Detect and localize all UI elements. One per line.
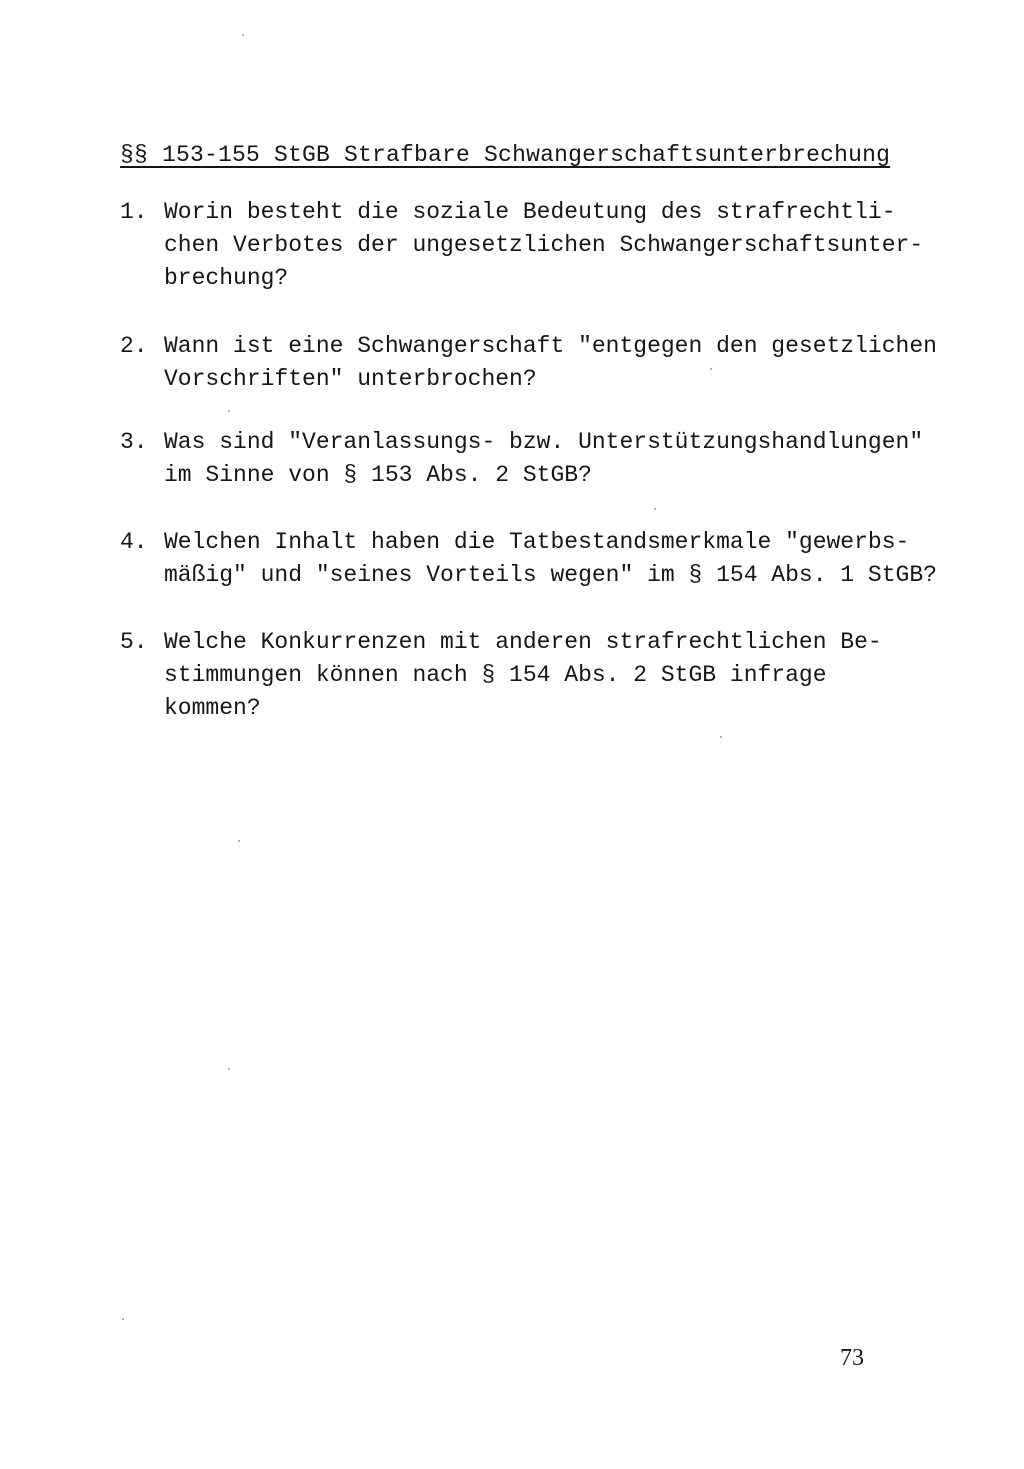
- page-number: 73: [840, 1345, 864, 1371]
- question-line: kommen?: [164, 695, 261, 721]
- scan-speck: [228, 1068, 230, 1070]
- question-line: Vorschriften" unterbrochen?: [164, 366, 537, 392]
- question-number: 3.: [120, 429, 148, 455]
- scan-speck: [238, 840, 240, 842]
- question-number: 5.: [120, 629, 148, 655]
- question-line: stimmungen können nach § 154 Abs. 2 StGB infrage: [164, 662, 827, 688]
- scan-speck: [228, 410, 230, 412]
- question-line: im Sinne von § 153 Abs. 2 StGB?: [164, 462, 592, 488]
- question-line: brechung?: [164, 265, 289, 291]
- question-number: 2.: [120, 333, 148, 359]
- scan-speck: [654, 508, 656, 510]
- question-text: [164, 626, 882, 725]
- question-text: [164, 426, 923, 492]
- scan-speck: [242, 34, 244, 36]
- question-number: 4.: [120, 529, 148, 555]
- section-heading: §§ 153-155 StGB Strafbare Schwangerschaftsunterbrechung: [120, 142, 891, 168]
- scan-speck: [122, 1318, 124, 1320]
- question-line: chen Verbotes der ungesetzlichen Schwangerschaftsunter-: [164, 232, 924, 258]
- scan-speck: [710, 368, 712, 370]
- question-line: Welche Konkurrenzen mit anderen strafrechtlichen Be-: [164, 629, 882, 655]
- scan-speck: [720, 736, 722, 738]
- question-line: Worin besteht die soziale Bedeutung des strafrechtli-: [164, 199, 896, 225]
- question-line: Welchen Inhalt haben die Tatbestandsmerkmale "gewerbs-: [164, 529, 910, 555]
- question-line: Wann ist eine Schwangerschaft "entgegen den gesetzlichen: [164, 333, 937, 359]
- question-text: [164, 330, 937, 396]
- question-text: [164, 196, 923, 295]
- question-line: mäßig" und "seines Vorteils wegen" im § 154 Abs. 1 StGB?: [164, 562, 937, 588]
- question-text: [164, 526, 937, 592]
- question-line: Was sind "Veranlassungs- bzw. Unterstützungshandlungen": [164, 429, 924, 455]
- question-number: 1.: [120, 199, 148, 225]
